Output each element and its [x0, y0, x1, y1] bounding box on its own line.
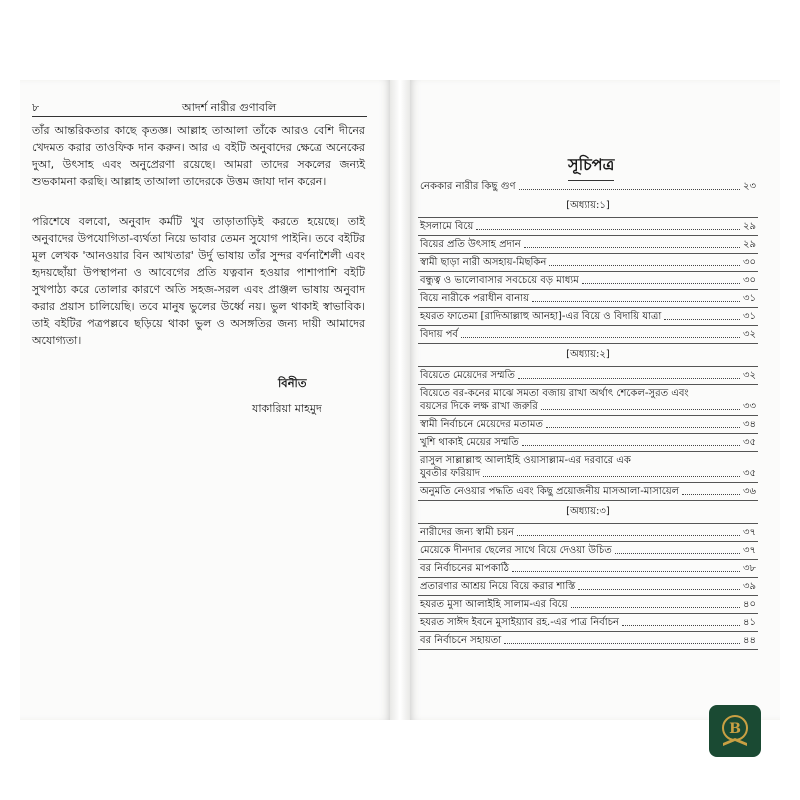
page-number: ৮ [32, 101, 40, 114]
toc-entry [418, 483, 758, 501]
toc-entry-title: বিয়েতে বর-কনের মাঝে সমতা বজায় রাখা অর্থাৎ শেকেল-সুরত এবং [420, 388, 689, 399]
toc-entry-title: বর নির্বাচনে সহায়তা [420, 635, 502, 646]
toc-entry-page: ৩০ [742, 275, 756, 286]
chapter-label: [অধ্যায়:২] [418, 344, 758, 367]
toc-entry-page: ৩১ [743, 311, 756, 322]
toc-entry-page: ২৯ [743, 239, 756, 250]
toc-entry-page: ৩৪ [743, 419, 756, 430]
toc-entry-title: অনুমতি নেওয়ার পদ্ধতি এবং কিছু প্রয়োজনীয় মাসআলা-মাসায়েল [420, 486, 680, 497]
leader-dots [504, 643, 740, 644]
toc-entry [418, 326, 758, 344]
toc-list [418, 178, 758, 650]
toc-entry-title: প্রতারণার আশ্রয় নিয়ে বিয়ে করার শাস্তি [420, 581, 576, 592]
toc-entry-title: রাসুল সাল্লাল্লাহু আলাইহি ওয়াসাল্লাম-এর দরবারে এক [420, 455, 631, 466]
leader-dots [518, 378, 740, 379]
leader-dots [483, 476, 740, 477]
toc-entry-page: ৪১ [743, 617, 756, 628]
leader-dots [476, 229, 740, 230]
toc-entry-title: বিয়েতে মেয়েদের সম্মতি [420, 370, 515, 381]
book-spine [390, 80, 410, 720]
leader-dots [522, 445, 740, 446]
toc-entry-title: স্বামী ছাড়া নারী অসহায়-মিছকিন [420, 257, 547, 268]
leader-dots [532, 301, 740, 302]
toc-entry-page: ৩৬ [742, 486, 756, 497]
toc-entry-page: ৩১ [743, 293, 756, 304]
toc-entry-title: নারীদের জন্য স্বামী চয়ন [420, 527, 515, 538]
leader-dots [517, 535, 740, 536]
toc-entry-page: ২৩ [742, 181, 756, 192]
chapter-label: [অধ্যায়:৩] [418, 501, 758, 524]
toc-entry-page: ৩৩ [742, 401, 756, 412]
toc-entry [418, 560, 758, 578]
toc-entry-page: ৩৭ [742, 545, 756, 556]
leader-dots [461, 337, 740, 338]
page-header [32, 99, 367, 115]
leader-dots [615, 553, 740, 554]
toc-entry [418, 524, 758, 542]
leader-dots [519, 189, 740, 190]
toc-entry-title: বর নির্বাচনের মাপকাঠি [420, 563, 509, 574]
toc-entry-page: ৩৮ [743, 563, 756, 574]
leader-dots [524, 247, 740, 248]
toc-entry [418, 542, 758, 560]
closing-text: বিনীত [278, 376, 307, 390]
toc-entry-title: বিদায় পর্ব [420, 329, 459, 340]
toc-entry [418, 178, 758, 195]
toc-entry-page: ৩৭ [742, 527, 756, 538]
toc-entry-title: স্বামী নির্বাচনে মেয়েদের মতামত [420, 419, 543, 430]
toc-entry [418, 632, 758, 650]
toc-title: সূচিপত্র [568, 152, 614, 181]
running-title: আদর্শ নারীর গুণাবলি [182, 101, 277, 114]
leader-dots [571, 607, 740, 608]
toc-entry-page: ৩০ [742, 257, 756, 268]
chapter-label: [অধ্যায়:১] [418, 195, 758, 218]
toc-entry [418, 385, 758, 416]
logo-letter: B [729, 721, 741, 737]
toc-entry-title: ইসলামে বিয়ে [420, 221, 474, 232]
left-page [20, 80, 390, 720]
toc-entry-page: ৪০ [743, 599, 756, 610]
leader-dots [622, 625, 740, 626]
toc-entry [418, 578, 758, 596]
toc-entry-title: হযরত সাঈদ ইবনে মুসাইয়্যাব রহ.-এর পাত্র নির্বাচন [420, 617, 619, 628]
toc-entry-title: মেয়েকে দীনদার ছেলের সাথে বিয়ে দেওয়া উচিত [420, 545, 612, 556]
leader-dots [578, 589, 740, 590]
toc-entry-page: ৪৪ [743, 635, 756, 646]
toc-entry-title: খুশি থাকাই মেয়ের সম্মতি [420, 437, 519, 448]
toc-entry [418, 434, 758, 452]
toc-entry-title: বিয়ের প্রতি উৎসাহ প্রদান [420, 239, 521, 250]
leader-dots [682, 494, 740, 495]
toc-entry [418, 308, 758, 326]
paragraph: পরিশেষে বলবো, অনুবাদ কর্মটি খুব তাড়াতাড়িই করতে হয়েছে। তাই অনুবাদের উপযোগিতা-ব্যর্থতা নিয়ে ভাবার তেমন সুযোগ পাইনি। তবে বইটির মূল লেখক 'আনওয়ার বিন আখতার' উর্দু ভাষায় তাঁর সুন্দর বর্ণনাশৈলী এবং হৃদয়ছোঁয়া উপস্থাপনা ও আবেগের প্রতি যত্নবান হওয়ার পাশাপাশি বইটি সুখপাঠ্য করে তোলার কারণে অতি সহজ-সরল এবং প্রাঞ্জল ভাষায় অনুবাদ করার প্রয়াস চালিয়েছি। তবে মানুষ ভুলের উর্ধ্বে নয়। ভুল থাকাই স্বাভাবিক। তাই বইটির পত্রপল্লবে ছড়িয়ে থাকা ভুল ও অসঙ্গতির জন্য দায়ী আমাদের অযোগ্যতা। [32, 215, 365, 347]
toc-entry-title-line2: যুবতীর ফরিয়াদ [420, 468, 481, 479]
toc-entry [418, 218, 758, 236]
leader-dots [541, 409, 740, 410]
leader-dots [582, 283, 740, 284]
toc-entry-title: বিয়ে নারীকে পরাধীন বানায় [420, 293, 529, 304]
toc-entry [418, 272, 758, 290]
toc-entry-title: বন্ধুত্ব ও ভালোবাসার সবচেয়ে বড় মাধ্যম [420, 275, 579, 286]
publisher-logo-icon [715, 711, 755, 751]
signature-name: যাকারিয়া মাহমুদ [252, 402, 322, 415]
toc-entry-title: নেককার নারীর কিছু গুণ [420, 181, 516, 192]
toc-entry-page: ৩২ [742, 370, 756, 381]
toc-entry [418, 254, 758, 272]
toc-entry [418, 236, 758, 254]
toc-entry-page: ৩৫ [743, 437, 756, 448]
leader-dots [549, 265, 740, 266]
toc-entry-title-line2: বয়সের দিকে লক্ষ রাখা জরুরি [420, 401, 538, 412]
toc-entry-page: ২৯ [743, 221, 756, 232]
paragraph: তাঁর আন্তরিকতার কাছে কৃতজ্ঞ। আল্লাহ তাআলা তাঁকে আরও বেশি দীনের খেদমত করার তাওফিক দান করুন। আর এ বইটি অনুবাদের ক্ষেত্রে অনেকের দুআ, উৎসাহ এবং অনুপ্রেরণা রয়েছে। আমরা তাদের সকলের জন্যই শুভকামনা করছি। আল্লাহ তাআলা তাদেরকে উত্তম জাযা দান করেন। [32, 124, 365, 188]
toc-entry-title: হযরত মুসা আলাইহি সালাম-এর বিয়ে [420, 599, 568, 610]
header-rule [32, 116, 367, 117]
toc-entry-page: ৩৯ [743, 581, 756, 592]
leader-dots [664, 319, 740, 320]
toc-entry [418, 290, 758, 308]
publisher-logo [709, 705, 761, 757]
right-page [410, 80, 780, 720]
toc-entry [418, 416, 758, 434]
toc-entry [418, 596, 758, 614]
toc-entry [418, 367, 758, 385]
toc-entry [418, 452, 758, 483]
leader-dots [546, 427, 740, 428]
toc-entry-title: হযরত ফাতেমা [রাদিআল্লাহু আনহা]-এর বিয়ে ও বিদায়ি যাত্রা [420, 311, 662, 322]
toc-entry-page: ৩৫ [743, 468, 756, 479]
toc-entry-page: ৩২ [742, 329, 756, 340]
toc-entry [418, 614, 758, 632]
leader-dots [512, 571, 740, 572]
